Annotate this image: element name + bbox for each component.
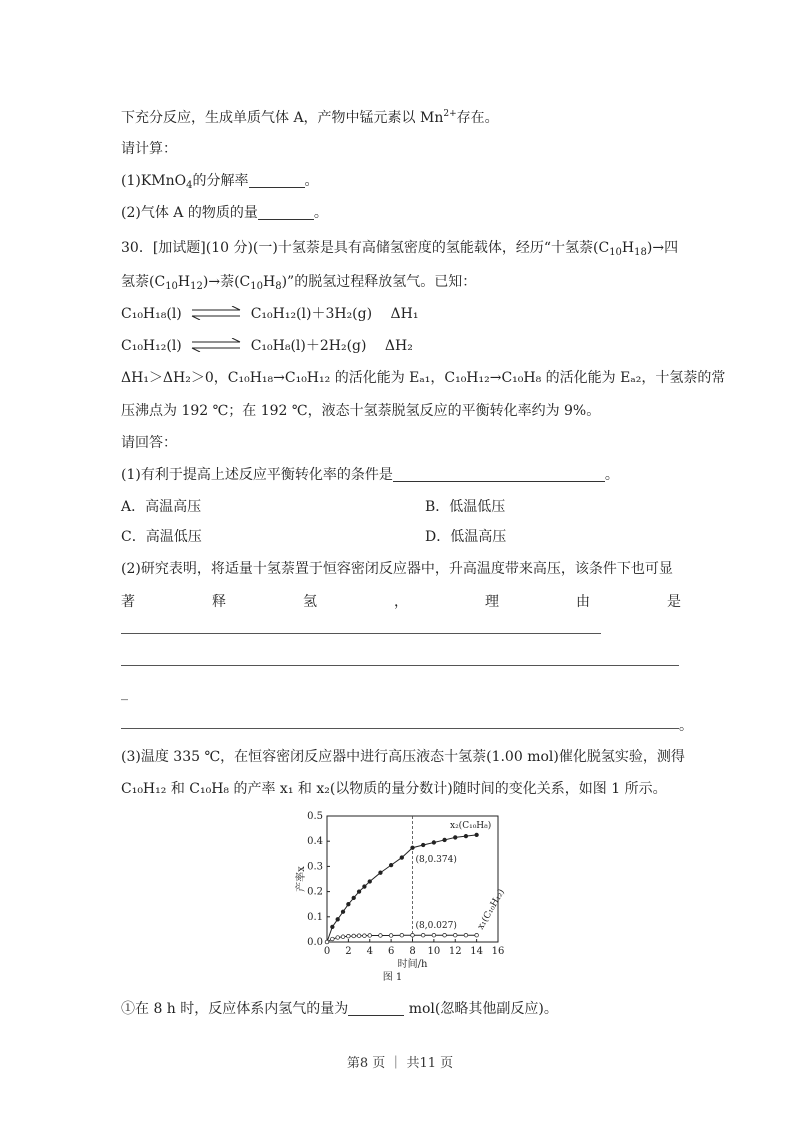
question-2 xyxy=(121,203,328,223)
y-tick-label: 0.3 xyxy=(307,861,323,873)
text: 30．[加试题](10 分)(一)十氢萘是具有高储氢密度的氢能载体，经历“十氢萘(C xyxy=(121,240,610,256)
subscript: 10 xyxy=(250,281,263,292)
data-point xyxy=(341,935,345,939)
x-tick-label: 2 xyxy=(345,946,352,957)
annotation-point-x1: (8,0.027) xyxy=(415,921,457,932)
conditions-line2: 压沸点为 192 ℃；在 192 ℃，液态十氢萘脱氢反应的平衡转化率约为 9%。 xyxy=(121,403,601,419)
equilibrium-arrow-icon xyxy=(190,306,242,320)
char: 由 xyxy=(576,594,590,610)
text: 。 xyxy=(313,205,328,221)
answer-blank[interactable] xyxy=(348,1001,404,1016)
y-tick-label: 0.0 xyxy=(307,937,323,948)
data-point xyxy=(352,896,356,900)
answer-blank[interactable] xyxy=(258,205,314,220)
subscript: 12 xyxy=(190,281,203,292)
enthalpy: ΔH₁ xyxy=(390,306,419,322)
text: 氢萘(C xyxy=(121,274,166,290)
text: H xyxy=(262,274,276,290)
conditions-line1: ΔH₁＞ΔH₂＞0，C₁₀H₁₈→C₁₀H₁₂ 的活化能为 Eₐ₁，C₁₀H₁₂→C₁₀H₈ 的活化能为 Eₐ₂，十氢萘的常 xyxy=(121,370,726,386)
data-point xyxy=(389,863,393,867)
question-1 xyxy=(121,171,319,196)
option-d[interactable]: D．低温高压 xyxy=(425,529,507,545)
data-point xyxy=(389,934,393,938)
option-b[interactable]: B．低温低压 xyxy=(425,499,506,515)
ask-prompt: 请回答： xyxy=(121,435,177,451)
series-label-x1: x₁(C₁₀H₁₂) xyxy=(475,887,508,932)
option-a[interactable]: A．高温高压 xyxy=(121,499,202,515)
data-point xyxy=(357,934,361,938)
text: ①在 8 h 时，反应体系内氢气的量为 xyxy=(121,1001,349,1017)
superscript: 2+ xyxy=(443,109,457,119)
answer-line[interactable] xyxy=(121,665,679,666)
data-point xyxy=(352,934,356,938)
paragraph-gas-a xyxy=(121,104,499,128)
data-point xyxy=(464,933,468,937)
data-point xyxy=(336,918,340,922)
x-tick-label: 14 xyxy=(470,946,483,957)
x-tick-label: 10 xyxy=(427,946,441,957)
text: (1)有利于提高上述反应平衡转化率的条件是 xyxy=(121,467,393,483)
subscript: 10 xyxy=(165,281,178,292)
y-axis-label: 产率x xyxy=(296,866,307,892)
char: 著 xyxy=(121,594,135,610)
char: 理 xyxy=(485,594,499,610)
x-tick-label: 4 xyxy=(366,946,373,957)
data-point xyxy=(421,933,425,937)
subscript: 4 xyxy=(186,180,193,191)
char: 释 xyxy=(212,594,226,610)
data-point xyxy=(475,933,479,937)
text: 。 xyxy=(604,467,619,483)
subscript: 18 xyxy=(634,247,647,258)
data-point xyxy=(363,934,367,938)
text: 存在。 xyxy=(456,110,499,126)
page-footer: 第8 页 ｜ 共11 页 xyxy=(346,1056,454,1071)
equilibrium-arrow-icon xyxy=(190,338,242,352)
y-tick-label: 0.5 xyxy=(307,811,323,822)
text: )”的脱氢过程释放氢气。已知： xyxy=(281,274,477,290)
data-point xyxy=(400,856,404,860)
data-point xyxy=(443,838,447,842)
data-point xyxy=(443,933,447,937)
sub-question-1 xyxy=(121,465,619,485)
text: H xyxy=(621,240,635,256)
q30-intro-line2 xyxy=(121,272,476,297)
data-point xyxy=(421,843,425,847)
data-point xyxy=(347,934,351,938)
annotation-point-x2: (8,0.374) xyxy=(415,854,457,865)
data-point xyxy=(411,933,415,937)
paragraph-calc: 请计算： xyxy=(121,141,177,157)
enthalpy: ΔH₂ xyxy=(384,338,413,354)
equation-1 xyxy=(121,304,418,324)
answer-blank[interactable] xyxy=(249,173,305,188)
x-tick-label: 16 xyxy=(491,946,505,957)
x-tick-label: 0 xyxy=(323,946,331,957)
data-point xyxy=(363,885,367,889)
data-point xyxy=(336,936,340,940)
data-point xyxy=(331,925,335,929)
text: 的分解率 xyxy=(192,173,249,189)
sub-question-2-spread xyxy=(121,591,681,611)
x-tick-label: 8 xyxy=(409,946,416,957)
sub-question-2: (2)研究表明，将适量十氢萘置于恒容密闭反应器中，升高温度带来高压，该条件下也可显 xyxy=(121,561,673,577)
sub-question-3-1 xyxy=(121,999,558,1019)
text: 下充分反应，生成单质气体 A，产物中锰元素以 Mn xyxy=(121,110,444,126)
answer-line[interactable] xyxy=(121,633,601,634)
x-axis-label: 时间/h xyxy=(397,959,428,970)
data-point xyxy=(368,934,372,938)
reactant: C₁₀H₁₂(l) xyxy=(121,338,182,354)
data-point xyxy=(331,937,335,941)
sub-question-3-line2: C₁₀H₁₂ 和 C₁₀H₈ 的产率 x₁ 和 x₂(以物质的量分数计)随时间的变化关系，如图 1 所示。 xyxy=(121,781,667,797)
text: (2)气体 A 的物质的量 xyxy=(121,205,258,221)
x-tick-label: 12 xyxy=(448,946,462,957)
data-point xyxy=(379,871,383,875)
data-point xyxy=(464,834,468,838)
y-tick-label: 0.1 xyxy=(307,911,323,923)
data-point xyxy=(325,940,329,944)
data-point xyxy=(368,880,372,884)
x-tick-label: 6 xyxy=(387,946,395,957)
products: C₁₀H₁₂(l)＋3H₂(g) xyxy=(250,306,373,322)
y-tick-label: 0.4 xyxy=(307,836,323,848)
text: mol(忽略其他副反应)。 xyxy=(404,1001,558,1017)
q30-intro-line1 xyxy=(121,238,678,263)
char: ， xyxy=(394,594,408,610)
data-point xyxy=(432,841,436,845)
data-point xyxy=(432,933,436,937)
subscript: 10 xyxy=(609,247,622,258)
data-point xyxy=(379,934,383,938)
period-mark: 。 xyxy=(679,718,693,734)
char: 氢 xyxy=(303,594,317,610)
data-point xyxy=(400,933,404,937)
text: )→四 xyxy=(646,240,679,256)
text: H xyxy=(177,274,191,290)
series-label-x2: x₂(C₁₀H₈) xyxy=(450,821,492,831)
answer-line[interactable] xyxy=(121,728,679,729)
equation-2 xyxy=(121,336,413,356)
data-point xyxy=(453,836,457,840)
sub-question-3-line1: (3)温度 335 ℃，在恒容密闭反应器中进行高压液态十氢萘(1.00 mol)催化脱氢实验，测得 xyxy=(121,749,685,765)
data-point xyxy=(411,846,415,850)
figure-caption: 图 1 xyxy=(382,972,403,983)
char: 是 xyxy=(667,594,681,610)
y-tick-label: 0.2 xyxy=(307,886,323,898)
reactant: C₁₀H₁₈(l) xyxy=(121,306,182,322)
data-point xyxy=(341,910,345,914)
subscript: 8 xyxy=(275,281,282,292)
text: (1)KMnO xyxy=(121,173,187,189)
data-point xyxy=(357,890,361,894)
products: C₁₀H₈(l)＋2H₂(g) xyxy=(250,338,367,354)
data-point xyxy=(453,933,457,937)
text: 。 xyxy=(304,173,319,189)
data-point xyxy=(347,902,351,906)
data-point xyxy=(475,833,479,837)
yield-chart xyxy=(290,808,520,983)
answer-blank[interactable] xyxy=(393,467,605,482)
text: )→萘(C xyxy=(202,274,251,290)
dash-mark: _ xyxy=(121,685,128,701)
option-c[interactable]: C．高温低压 xyxy=(121,529,202,545)
